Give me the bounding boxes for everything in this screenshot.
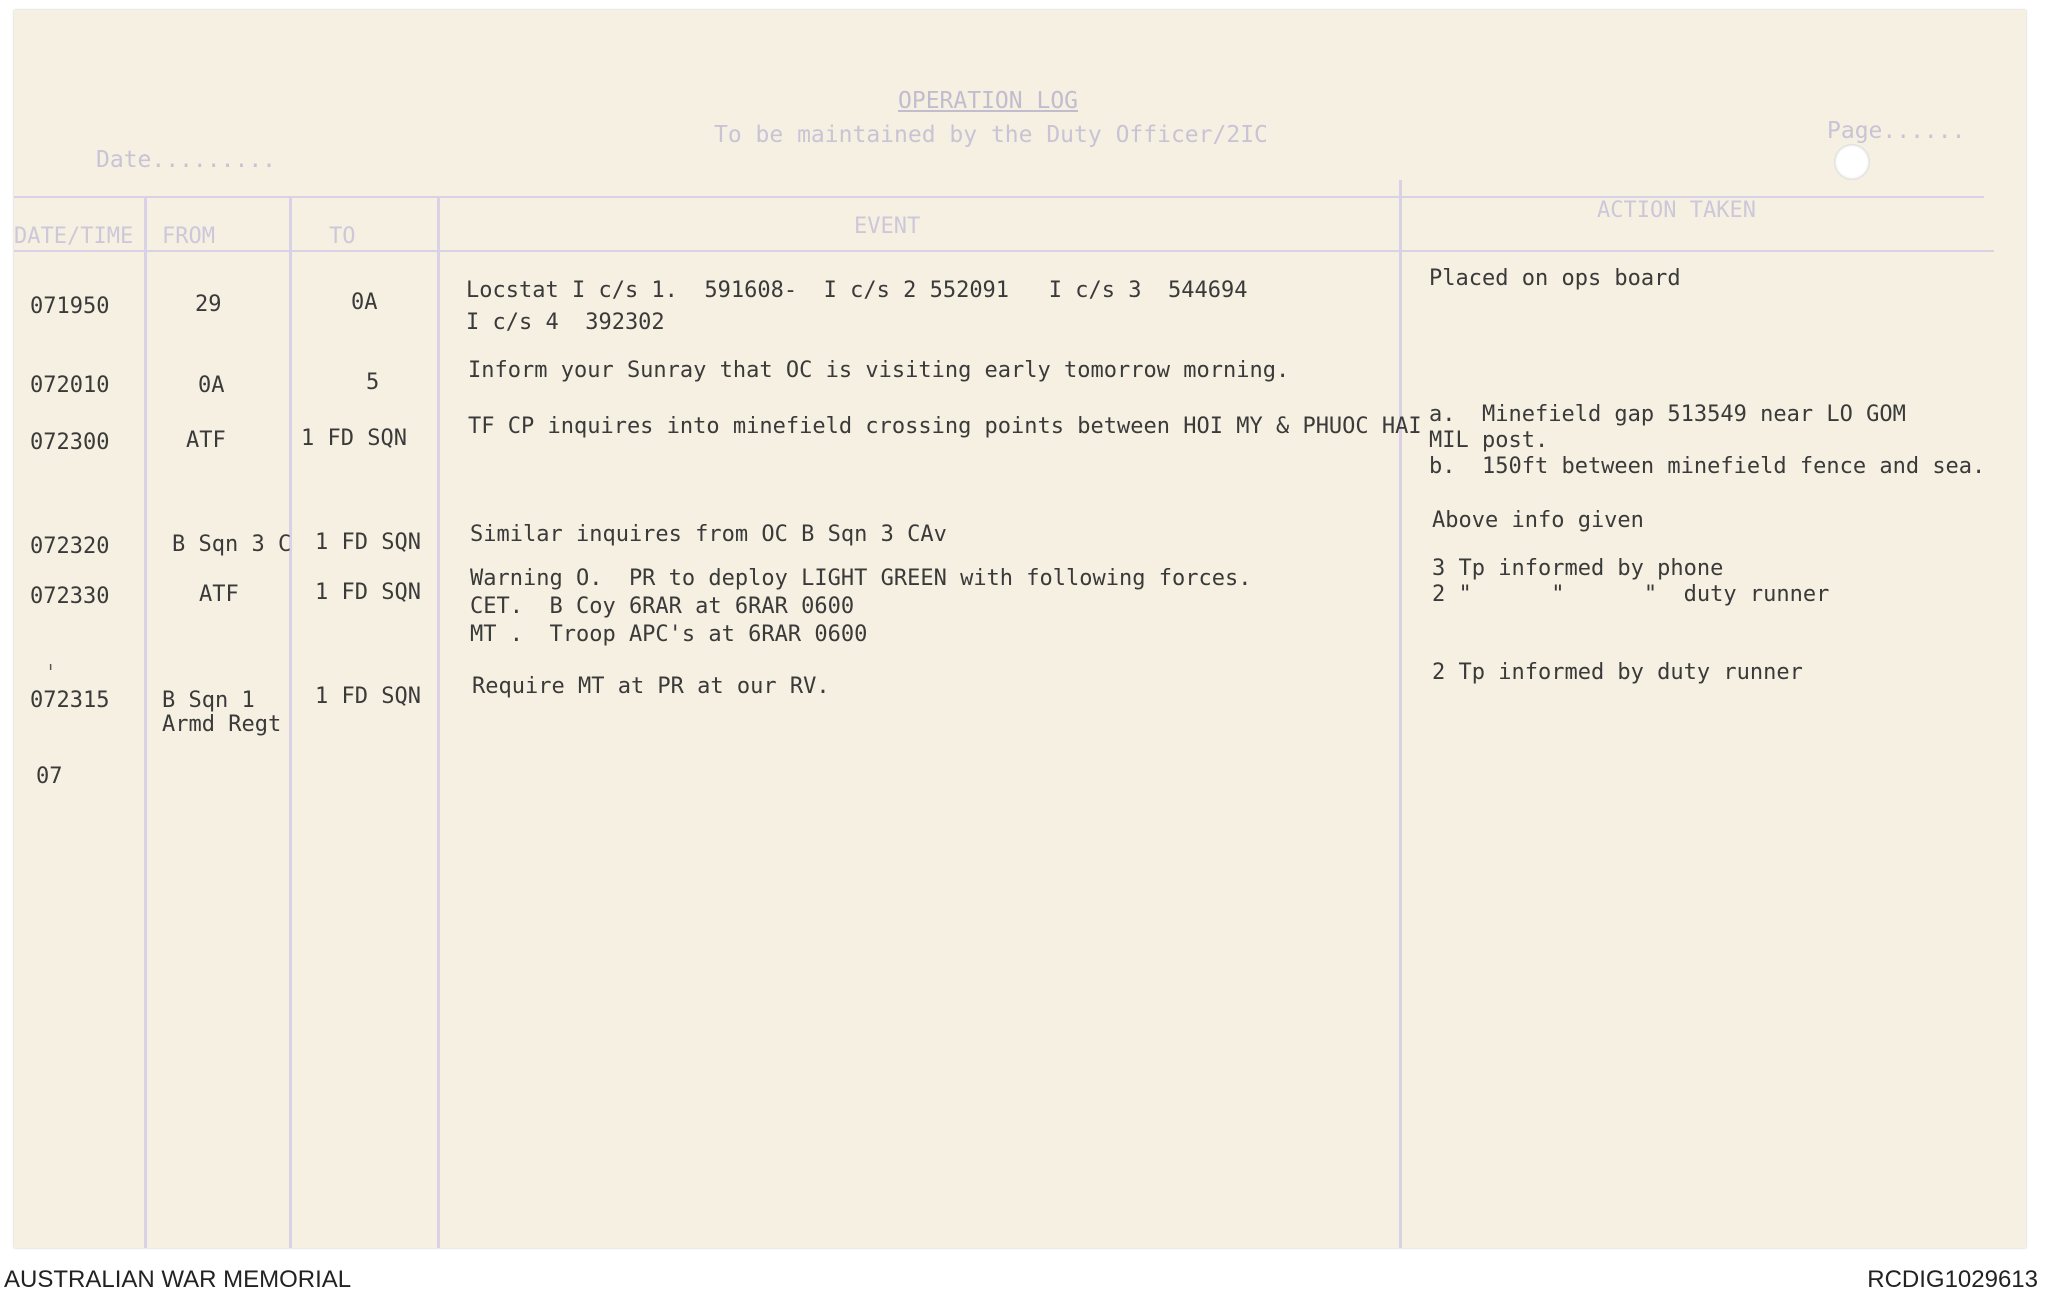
row2-event: Inform your Sunray that OC is visiting early tomorrow morning. (468, 358, 1290, 383)
row5-to: 1 FD SQN (315, 580, 421, 605)
row6-event: Require MT at PR at our RV. (472, 674, 830, 699)
row7-datetime: 07 (36, 764, 63, 789)
col-header-action: ACTION TAKEN (1597, 198, 1756, 223)
row5-action-line2: 2 " " " duty runner (1432, 582, 1830, 607)
form-subtitle: To be maintained by the Duty Officer/2IC (714, 122, 1268, 148)
row5-event-line2: CET. B Coy 6RAR at 6RAR 0600 (470, 594, 855, 619)
row4-to: 1 FD SQN (315, 530, 421, 555)
row6-from-line2: Armd Regt (162, 712, 282, 737)
page-label: Page...... (1827, 118, 1966, 144)
row6-action: 2 Tp informed by duty runner (1432, 660, 1803, 685)
row4-event: Similar inquires from OC B Sqn 3 CAv (470, 522, 947, 547)
row2-to: 5 (366, 370, 380, 395)
row1-datetime: 071950 (30, 294, 110, 319)
divider-from-to (289, 196, 292, 1248)
divider-datetime-from (144, 196, 147, 1248)
punch-hole (1834, 144, 1870, 180)
date-label: Date......... (96, 147, 277, 173)
row1-action: Placed on ops board (1429, 266, 1681, 291)
divider-to-event (437, 196, 440, 1248)
row3-to: 1 FD SQN (301, 426, 407, 451)
row6-from-line1: B Sqn 1 (162, 688, 255, 713)
header-rule (14, 250, 1994, 252)
row3-action-line1: a. Minefield gap 513549 near LO GOM (1429, 402, 1906, 427)
row2-from: 0A (198, 373, 225, 398)
row5-action-line1: 3 Tp informed by phone (1432, 556, 1724, 581)
form-title: OPERATION LOG (898, 88, 1079, 114)
row3-datetime: 072300 (30, 430, 110, 455)
footer-record-id: RCDIG1029613 (1867, 1266, 2038, 1293)
row1-from: 29 (195, 292, 222, 317)
row4-from: B Sqn 3 C (172, 532, 292, 557)
row5-datetime: 072330 (30, 584, 110, 609)
tick-mark: ˈ (44, 662, 58, 687)
row3-from: ATF (186, 428, 226, 453)
row5-from: ATF (199, 582, 239, 607)
row5-event-line3: MT . Troop APC's at 6RAR 0600 (470, 622, 868, 647)
row6-datetime: 072315 (30, 688, 110, 713)
row3-action-line3: b. 150ft between minefield fence and sea. (1429, 454, 1986, 479)
col-header-event: EVENT (854, 214, 921, 239)
row3-action-line2: MIL post. (1429, 428, 1549, 453)
log-sheet (14, 10, 2026, 1248)
row3-event: TF CP inquires into minefield crossing points between HOI MY & PHUOC HAI (468, 414, 1422, 439)
col-header-from: FROM (162, 224, 215, 249)
row2-datetime: 072010 (30, 373, 110, 398)
footer-archive-name: AUSTRALIAN WAR MEMORIAL (4, 1266, 352, 1293)
row4-action: Above info given (1432, 508, 1644, 533)
row1-event-line2: I c/s 4 392302 (466, 310, 665, 335)
row6-to: 1 FD SQN (315, 684, 421, 709)
row1-event-line1: Locstat I c/s 1. 591608- I c/s 2 552091 I c/s 3 544694 (466, 278, 1248, 303)
col-header-datetime: DATE/TIME (14, 224, 134, 249)
row1-to: 0A (351, 290, 378, 315)
divider-event-action (1399, 180, 1402, 1248)
col-header-to: TO (329, 224, 356, 249)
row5-event-line1: Warning O. PR to deploy LIGHT GREEN with following forces. (470, 566, 1252, 591)
row4-datetime: 072320 (30, 534, 110, 559)
